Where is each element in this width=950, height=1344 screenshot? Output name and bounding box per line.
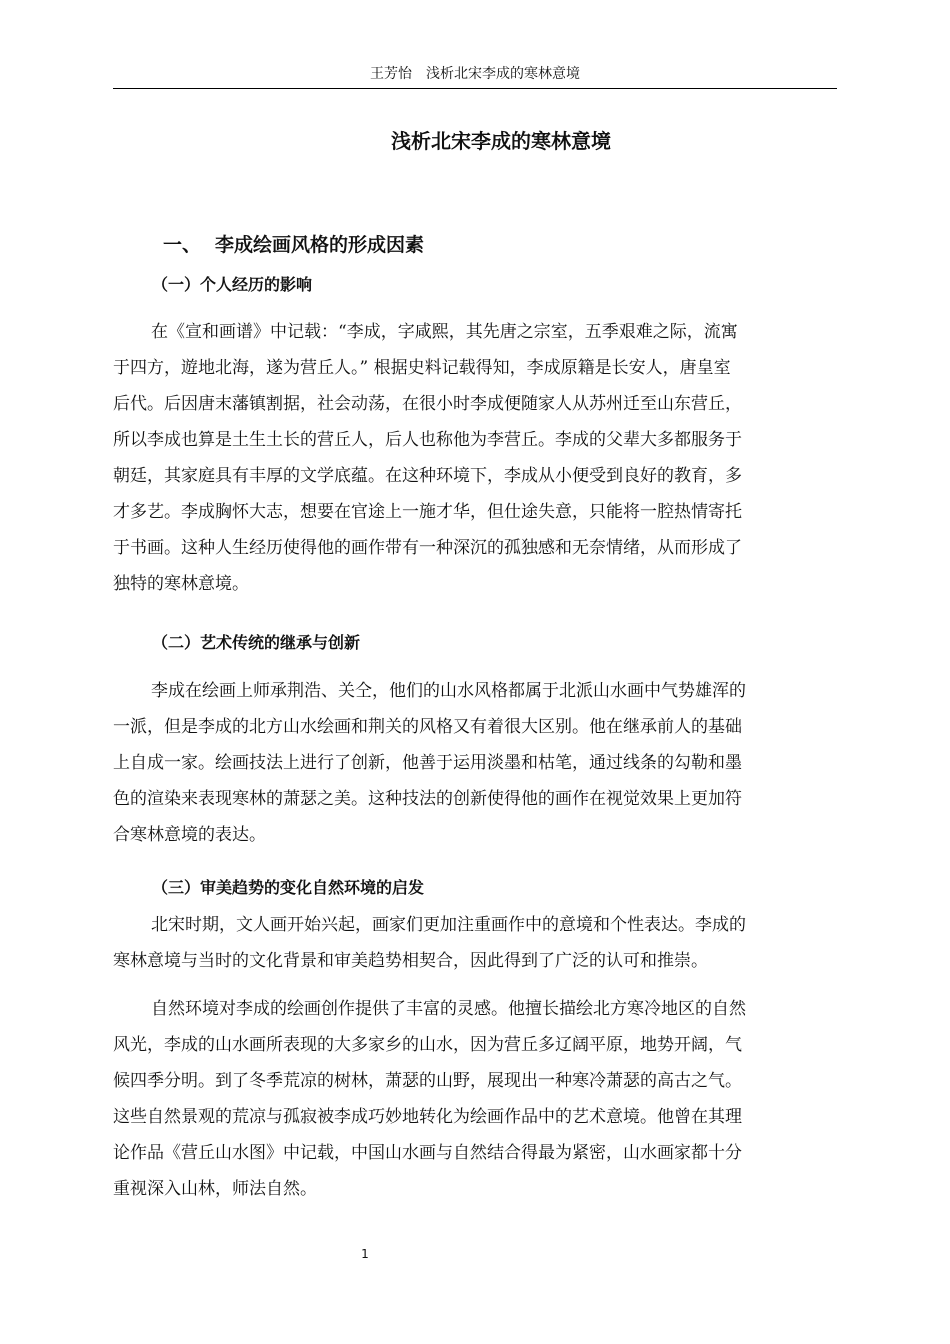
paragraph-line: 自然环境对李成的绘画创作提供了丰富的灵感。他擅长描绘北方寒冷地区的自然	[151, 999, 746, 1019]
header-author: 王芳怡	[370, 66, 412, 82]
header-title: 浅析北宋李成的寒林意境	[426, 66, 580, 82]
subsection-heading-1: （一）个人经历的影响	[152, 275, 313, 294]
section-heading-1	[163, 230, 424, 260]
paragraph-line: 寒林意境与当时的文化背景和审美趋势相契合，因此得到了广泛的认可和推崇。	[113, 951, 708, 971]
subsection-heading-3: （三）审美趋势的变化自然环境的启发	[152, 878, 425, 897]
paragraph-line: 朝廷，其家庭具有丰厚的文学底蕴。在这种环境下，李成从小便受到良好的教育，多	[113, 466, 742, 486]
paragraph-line: 于四方，遊地北海，遂为营丘人。” 根据史料记载得知，李成原籍是长安人，唐皇室	[113, 358, 731, 378]
paragraph-line: 论作品《营丘山水图》中记载，中国山水画与自然结合得最为紧密，山水画家都十分	[113, 1143, 742, 1163]
paragraph-line: 后代。后因唐末藩镇割据，社会动荡，在很小时李成便随家人从苏州迁至山东营丘，	[113, 394, 742, 414]
paragraph-line: 风光，李成的山水画所表现的大多家乡的山水，因为营丘多辽阔平原，地势开阔，气	[113, 1035, 742, 1055]
page-header	[113, 64, 837, 89]
paragraph-line: 这些自然景观的荒凉与孤寂被李成巧妙地转化为绘画作品中的艺术意境。他曾在其理	[113, 1107, 742, 1127]
paragraph-line: 在《宣和画谱》中记载：“李成，字咸熙，其先唐之宗室，五季艰难之际，流寓	[151, 322, 738, 342]
section-number: 一、	[163, 234, 202, 256]
paragraph-line: 一派，但是李成的北方山水绘画和荆关的风格又有着很大区别。他在继承前人的基础	[113, 717, 742, 737]
paragraph-2	[113, 673, 837, 853]
subsection-heading-2: （二）艺术传统的继承与创新	[152, 633, 361, 652]
paragraph-line: 于书画。这种人生经历使得他的画作带有一种深沉的孤独感和无奈情绪，从而形成了	[113, 538, 742, 558]
paragraph-line: 合寒林意境的表达。	[113, 825, 266, 845]
paragraph-4	[113, 991, 837, 1207]
paragraph-line: 北宋时期，文人画开始兴起，画家们更加注重画作中的意境和个性表达。李成的	[151, 915, 746, 935]
paragraph-line: 色的渲染来表现寒林的萧瑟之美。这种技法的创新使得他的画作在视觉效果上更加符	[113, 789, 742, 809]
page-number: 1	[361, 1247, 369, 1261]
paragraph-line: 李成在绘画上师承荆浩、关仝，他们的山水风格都属于北派山水画中气势雄浑的	[151, 681, 746, 701]
paragraph-line: 候四季分明。到了冬季荒凉的树林，萧瑟的山野，展现出一种寒冷萧瑟的高古之气。	[113, 1071, 742, 1091]
paragraph-line: 所以李成也算是土生土长的营丘人，后人也称他为李营丘。李成的父辈大多都服务于	[113, 430, 742, 450]
section-title: 李成绘画风格的形成因素	[215, 234, 425, 256]
paragraph-1	[113, 314, 837, 602]
paragraph-line: 上自成一家。绘画技法上进行了创新，他善于运用淡墨和枯笔，通过线条的勾勒和墨	[113, 753, 742, 773]
paragraph-line: 才多艺。李成胸怀大志，想要在官途上一施才华，但仕途失意，只能将一腔热情寄托	[113, 502, 742, 522]
paragraph-line: 重视深入山林，师法自然。	[113, 1179, 317, 1199]
paragraph-line: 独特的寒林意境。	[113, 574, 249, 594]
document-title: 浅析北宋李成的寒林意境	[391, 129, 611, 153]
paragraph-3	[113, 907, 837, 979]
